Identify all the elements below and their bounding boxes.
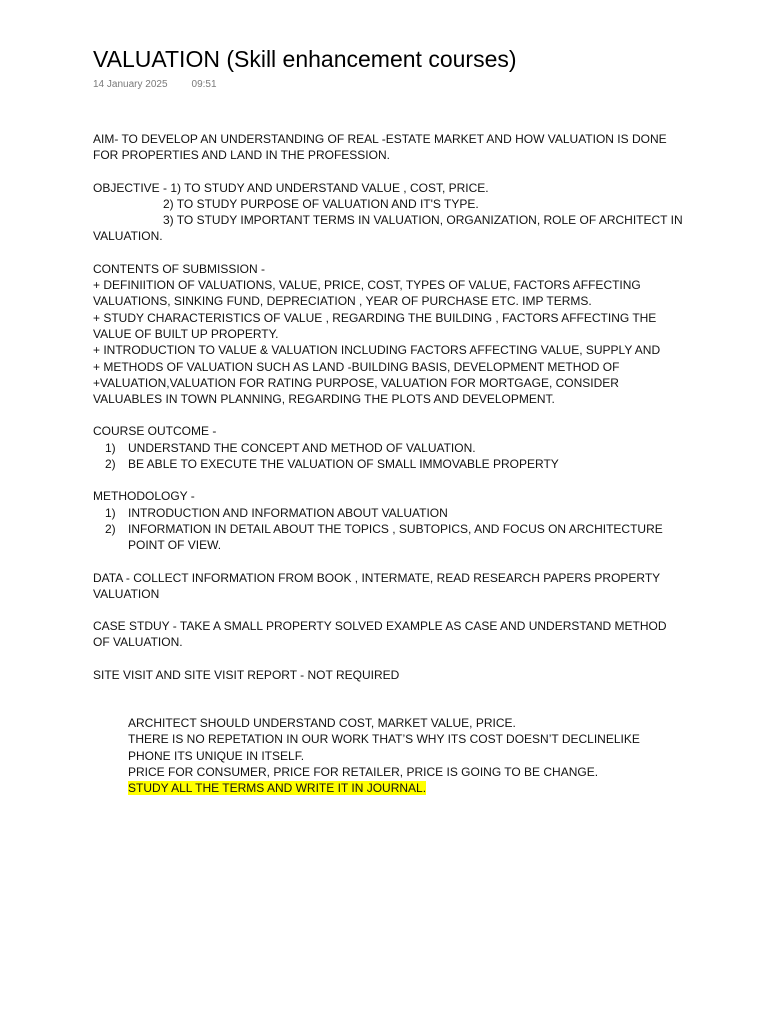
notes-block (93, 715, 683, 796)
page-title: VALUATION (Skill enhancement courses) (93, 46, 517, 72)
note-body[interactable] (93, 131, 683, 797)
aim-paragraph: AIM- TO DEVELOP AN UNDERSTANDING OF REAL -ESTATE MARKET AND HOW VALUATION IS DONE FOR PROPERTIES AND LAND IN THE PROFESSION. (93, 132, 667, 163)
list-item-text: BE ABLE TO EXECUTE THE VALUATION OF SMALL IMMOVABLE PROPERTY (128, 457, 559, 472)
course-outcome-list (93, 440, 683, 473)
contents-item: +VALUATION,VALUATION FOR RATING PURPOSE, VALUATION FOR MORTGAGE, CONSIDER VALUABLES IN TOWN PLANNING, REGARDING THE PLOTS AND DEVELOPMENT. (93, 375, 619, 407)
list-number: 1) (105, 505, 116, 520)
list-item (93, 440, 683, 456)
highlighted-note (128, 780, 683, 796)
methodology-heading: METHODOLOGY - (93, 489, 195, 504)
note-timestamp (93, 78, 217, 92)
contents-item: + INTRODUCTION TO VALUE & VALUATION INCLUDING FACTORS AFFECTING VALUE, SUPPLY AND (93, 343, 661, 358)
note-line: ARCHITECT SHOULD UNDERSTAND COST, MARKET VALUE, PRICE. (128, 716, 516, 731)
contents-item: + STUDY CHARACTERISTICS OF VALUE , REGARDING THE BUILDING , FACTORS AFFECTING THE VALUE OF BUILT UP PROPERTY. (93, 310, 657, 341)
highlight-text: STUDY ALL THE TERMS AND WRITE IT IN JOURNAL. (128, 781, 427, 796)
note-time: 09:51 (191, 79, 217, 90)
contents-item: + DEFINIITION OF VALUATIONS, VALUE, PRICE, COST, TYPES OF VALUE, FACTORS AFFECTING VALUATIONS, SINKING FUND, DEPRECIATION , YEAR OF PURCHASE ETC. IMP TERMS. (93, 278, 641, 309)
list-item-text: INTRODUCTION AND INFORMATION ABOUT VALUATION (128, 505, 448, 520)
case-study-paragraph: CASE STDUY - TAKE A SMALL PROPERTY SOLVED EXAMPLE AS CASE AND UNDERSTAND METHOD OF VALUATION. (93, 619, 667, 650)
note-line: PRICE FOR CONSUMER, PRICE FOR RETAILER, PRICE IS GOING TO BE CHANGE. (128, 764, 599, 779)
list-number: 1) (105, 440, 116, 455)
list-item (93, 521, 683, 554)
list-number: 2) (105, 457, 116, 472)
list-item-text: UNDERSTAND THE CONCEPT AND METHOD OF VALUATION. (128, 440, 476, 455)
list-item (93, 505, 683, 521)
data-paragraph: DATA - COLLECT INFORMATION FROM BOOK , INTERMATE, READ RESEARCH PAPERS PROPERTY VALUATION (93, 570, 660, 601)
contents-item: + METHODS OF VALUATION SUCH AS LAND -BUILDING BASIS, DEVELOPMENT METHOD OF (93, 359, 620, 374)
list-number: 2) (105, 521, 116, 536)
note-date: 14 January 2025 (93, 79, 168, 90)
methodology-list (93, 505, 683, 554)
objective-line-3: 3) TO STUDY IMPORTANT TERMS IN VALUATION, ORGANIZATION, ROLE OF ARCHITECT IN VALUATION. (93, 213, 683, 244)
objective-line-2: 2) TO STUDY PURPOSE OF VALUATION AND IT'S TYPE. (163, 196, 479, 211)
site-visit-paragraph: SITE VISIT AND SITE VISIT REPORT - NOT REQUIRED (93, 667, 400, 682)
objective-line-1: OBJECTIVE - 1) TO STUDY AND UNDERSTAND VALUE , COST, PRICE. (93, 180, 489, 195)
course-outcome-heading: COURSE OUTCOME - (93, 424, 217, 439)
list-item-text: INFORMATION IN DETAIL ABOUT THE TOPICS , SUBTOPICS, AND FOCUS ON ARCHITECTURE POINT OF VIEW. (128, 521, 663, 553)
note-line: THERE IS NO REPETATION IN OUR WORK THAT’S WHY ITS COST DOESN’T DECLINELIKE PHONE ITS UNIQUE IN ITSELF. (128, 732, 640, 763)
contents-heading: CONTENTS OF SUBMISSION - (93, 261, 266, 276)
list-item (93, 456, 683, 472)
